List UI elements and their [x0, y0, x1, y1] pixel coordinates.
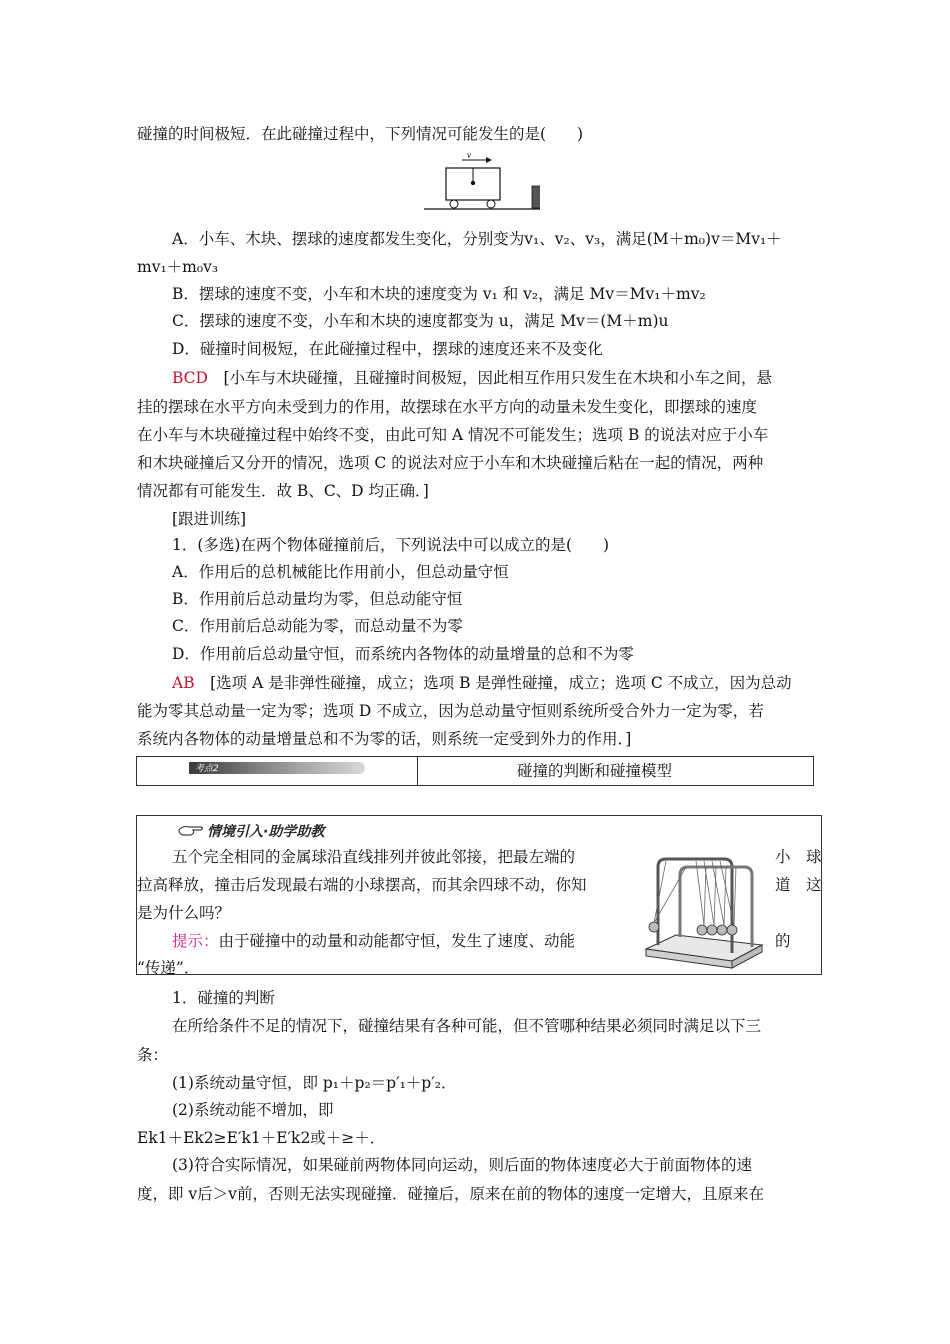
section1-rule3-line2: 度，即 v后＞v前，否则无法实现碰撞．碰撞后，原来在前的物体的速度一定增大，且原来在 [137, 1185, 764, 1203]
answer1-line5: 情况都有可能发生．故 B、C、D 均正确．] [137, 482, 429, 500]
scene-line1: 五个完全相同的金属球沿直线排列并彼此邻接，把最左端的 [172, 848, 576, 866]
section1-title: 1．碰撞的判断 [172, 989, 275, 1007]
cart-pendulum-figure [420, 152, 540, 214]
answer2-line1: AB [选项 A 是非弹性碰撞，成立；选项 B 是弹性碰撞，成立；选项 C 不成立，因为总动 [172, 674, 792, 692]
scene-hint-end: “传递”． [137, 959, 200, 977]
option-c: C．摆球的速度不变，小车和木块的速度都变为 u，满足 Mv＝(M＋m)u [172, 312, 669, 330]
answer1-line3: 在小车与木块碰撞过程中始终不变，由此可知 A 情况不可能发生；选项 B 的说法对应于小车 [137, 426, 769, 444]
answer1-line1: BCD [小车与木块碰撞，且碰撞时间极短，因此相互作用只发生在木块和小车之间，悬 [172, 369, 773, 387]
answer1-line2: 挂的摆球在水平方向未受到力的作用，故摆球在水平方向的动量未发生变化，即摆球的速度 [137, 398, 758, 416]
answer2-line2: 能为零其总动量一定为零；选项 D 不成立，因为总动量守恒则系统所受合外力一定为零，若 [137, 702, 764, 720]
option-a-line1: A．小车、木块、摆球的速度都发生变化，分别变为v₁、v₂、v₃，满足(M＋m₀)v＝Mv₁＋ [172, 230, 782, 248]
section1-intro1: 在所给条件不足的情况下，碰撞结果有各种可能，但不管哪种结果必须同时满足以下三 [172, 1017, 762, 1035]
section1-rule2-formula: Ek1＋Ek2≥E′k1＋E′k2或＋≥＋． [137, 1129, 386, 1147]
q1-option-d: D．作用前后总动量守恒，而系统内各物体的动量增量的总和不为零 [172, 645, 634, 663]
answer1-line4: 和木块碰撞后又分开的情况，选项 C 的说法对应于小车和木块碰撞后粘在一起的情况，两种 [137, 454, 764, 472]
q1-option-b: B．作用前后总动量均为零，但总动能守恒 [172, 590, 463, 608]
section1-rule1: (1)系统动量守恒，即 p₁＋p₂＝p′₁＋p′₂． [172, 1074, 457, 1092]
question-tail: 碰撞的时间极短．在此碰撞过程中，下列情况可能发生的是( ) [137, 125, 584, 143]
answer2-key: AB [172, 674, 195, 692]
scene-line2: 拉高释放，撞击后发现最右端的小球摆高，而其余四球不动，你知 [137, 876, 587, 894]
scene-frag2: 道 这 [775, 876, 822, 894]
section1-rule2: (2)系统动能不增加，即 [172, 1101, 334, 1119]
q1-option-c: C．作用前后总动能为零，而总动量不为零 [172, 617, 463, 635]
topic-header-table [136, 756, 814, 786]
scene-line3: 是为什么吗？ [137, 904, 231, 922]
scene-heading: 情境引入·助学助教 [207, 824, 325, 840]
topic-title: 碰撞的判断和碰撞模型 [517, 762, 673, 780]
option-a-line2: mv₁＋m₀v₃ [137, 258, 219, 276]
scene-frag3: 的 [775, 932, 791, 950]
option-b: B．摆球的速度不变，小车和木块的速度变为 v₁ 和 v₂，满足 Mv＝Mv₁＋mv₂ [172, 285, 706, 303]
practice-heading: [跟进训练] [172, 510, 247, 528]
section1-intro2: 条： [137, 1046, 169, 1064]
pointing-hand-icon [177, 823, 205, 837]
q1-stem: 1．(多选)在两个物体碰撞前后，下列说法中可以成立的是( ) [172, 536, 610, 554]
newtons-cradle-illustration [640, 853, 765, 971]
topic-tag: 考点2 [189, 762, 365, 774]
section1-rule3-line1: (3)符合实际情况，如果碰前两物体同向运动，则后面的物体速度必大于前面物体的速 [172, 1156, 752, 1174]
option-d: D．碰撞时间极短，在此碰撞过程中，摆球的速度还来不及变化 [172, 340, 603, 358]
answer2-line3: 系统内各物体的动量增量总和不为零的话，则系统一定受到外力的作用．] [137, 730, 632, 748]
answer1-key: BCD [172, 369, 208, 387]
hint-label: 提示： [172, 932, 219, 950]
q1-option-a: A．作用后的总机械能比作用前小，但总动量守恒 [172, 563, 509, 581]
velocity-label: v [467, 152, 471, 160]
scene-frag1: 小 球 [775, 848, 822, 866]
scene-hint: 提示：由于碰撞中的动量和动能都守恒，发生了速度、动能 [172, 932, 576, 950]
